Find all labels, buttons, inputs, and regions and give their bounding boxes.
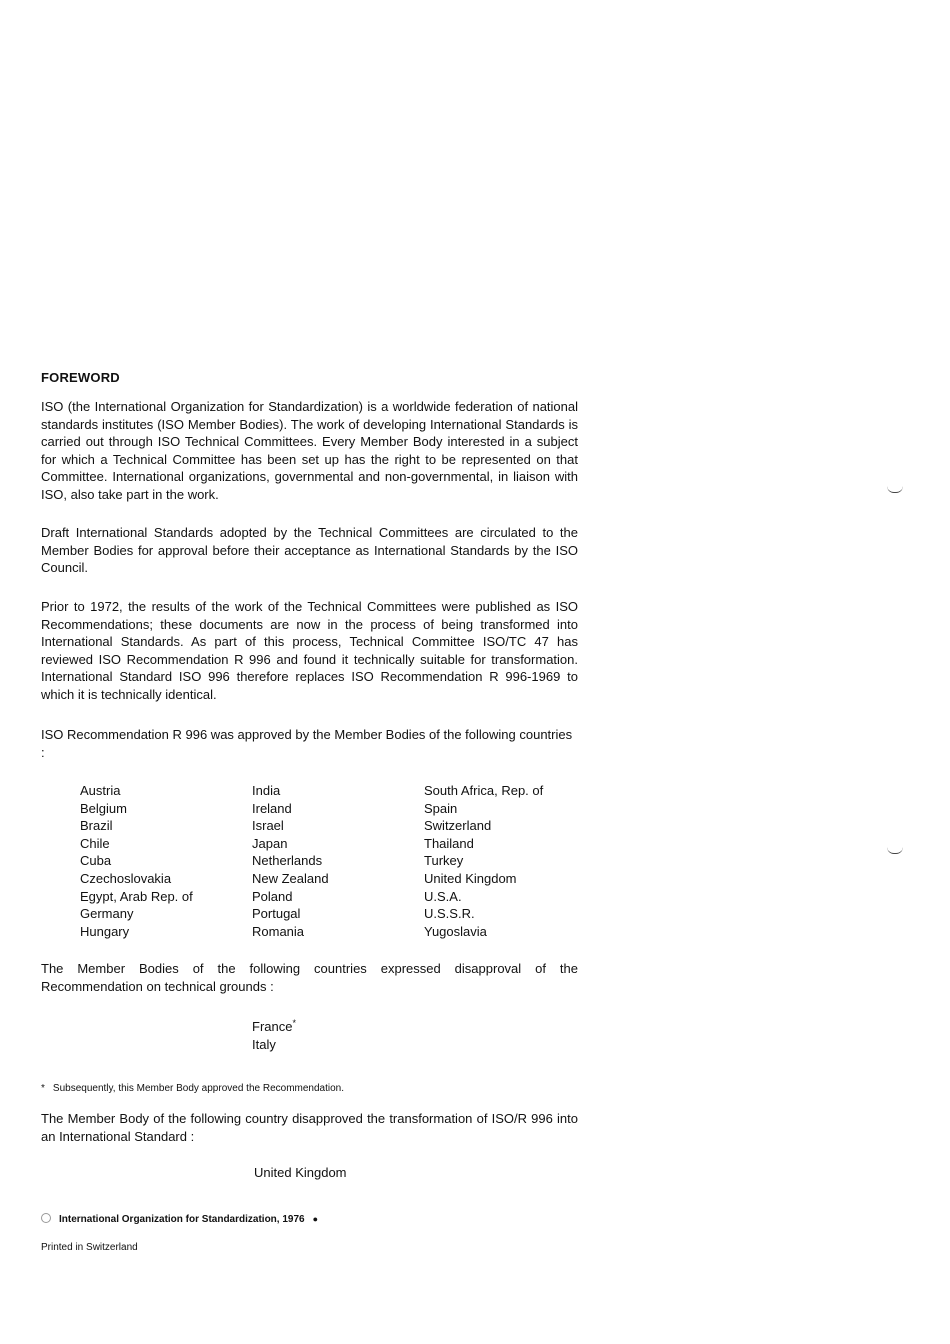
bullet-dot: ● [312,1214,319,1224]
country-item: Brazil [80,818,113,834]
country-item: Switzerland [424,818,492,834]
country-item: Yugoslavia [424,923,487,939]
country-item: Japan [252,835,288,851]
printed-in: Printed in Switzerland [41,1242,138,1253]
country-item: Poland [252,888,293,904]
margin-mark-icon [887,847,903,854]
country-item: Italy [252,1036,276,1052]
country-item: Germany [80,906,134,922]
country-item: United Kingdom [424,870,517,886]
paragraph-draft-standards: Draft International Standards adopted by the Technical Committees are circulated to the Member Bodies for approval before their acceptance as International Standards by the ISO Council. [41,525,578,576]
footnote-marker: * [292,1018,296,1028]
country-item: Ireland [252,800,292,816]
country-item: Egypt, Arab Rep. of [80,888,193,904]
country-item: Chile [80,835,110,851]
country-item: U.S.S.R. [424,906,475,922]
approved-countries-column-1 [80,782,193,940]
paragraph-history: Prior to 1972, the results of the work of the Technical Committees were published as ISO Recommendations; these documents are now in the process of being transformed into International Standards. As part of this process, Technical Committee ISO/TC 47 has reviewed ISO Recommendation R 996 and found it technically suitable for transformation. International Standard ISO 996 therefore replaces ISO Recommendation R 996-1969 to which it is technically identical. [41,599,578,702]
footnote-star: * [41,1083,45,1094]
copyright-circle-icon [41,1213,51,1223]
country-item: Turkey [424,853,464,869]
country-item: Thailand [424,835,474,851]
footnote [41,1083,344,1094]
copyright-text: International Organization for Standardization, 1976 [59,1214,305,1225]
country-item: Austria [80,783,121,798]
paragraph-iso-intro: ISO (the International Organization for Standardization) is a worldwide federation of national standards institutes (ISO Member Bodies). The work of developing International Standards is carried out through ISO Technical Committees. Every Member Body interested in a subject for which a Technical Committee has been set up has the right to be represented on that Committee. International organizations, governmental and non-governmental, in liaison with ISO, also take part in the work. [41,399,578,502]
country-item: Belgium [80,800,127,816]
country-item: South Africa, Rep. of [424,783,544,798]
country-item: Spain [424,800,458,816]
country-item: Cuba [80,853,112,869]
country-item: Hungary [80,923,130,939]
foreword-heading: FOREWORD [41,370,120,385]
country-name: France [252,1019,293,1034]
country-item: New Zealand [252,870,329,886]
country-item: Czechoslovakia [80,870,172,886]
approved-countries-column-3 [424,782,543,940]
country-item: Romania [252,923,305,939]
disapproving-countries [252,1015,296,1053]
paragraph-approval-intro: ISO Recommendation R 996 was approved by the Member Bodies of the following countries : [41,727,573,760]
country-item: Israel [252,818,284,834]
margin-mark-icon [887,486,903,493]
approved-countries-column-2 [252,782,329,940]
country-item: U.S.A. [424,888,462,904]
country-item: India [252,783,281,798]
country-item: Portugal [252,906,301,922]
footnote-text: Subsequently, this Member Body approved the Recommendation. [52,1083,344,1094]
country-item [252,1015,296,1036]
country-item: Netherlands [252,853,323,869]
paragraph-transformation-disapproval: The Member Body of the following country disapproved the transformation of ISO/R 996 into an International Standard : [41,1111,578,1144]
copyright-line [41,1213,318,1225]
transformation-disapproval-country: United Kingdom [254,1165,347,1180]
paragraph-disapproval: The Member Bodies of the following countries expressed disapproval of the Recommendation on technical grounds : [41,961,578,994]
